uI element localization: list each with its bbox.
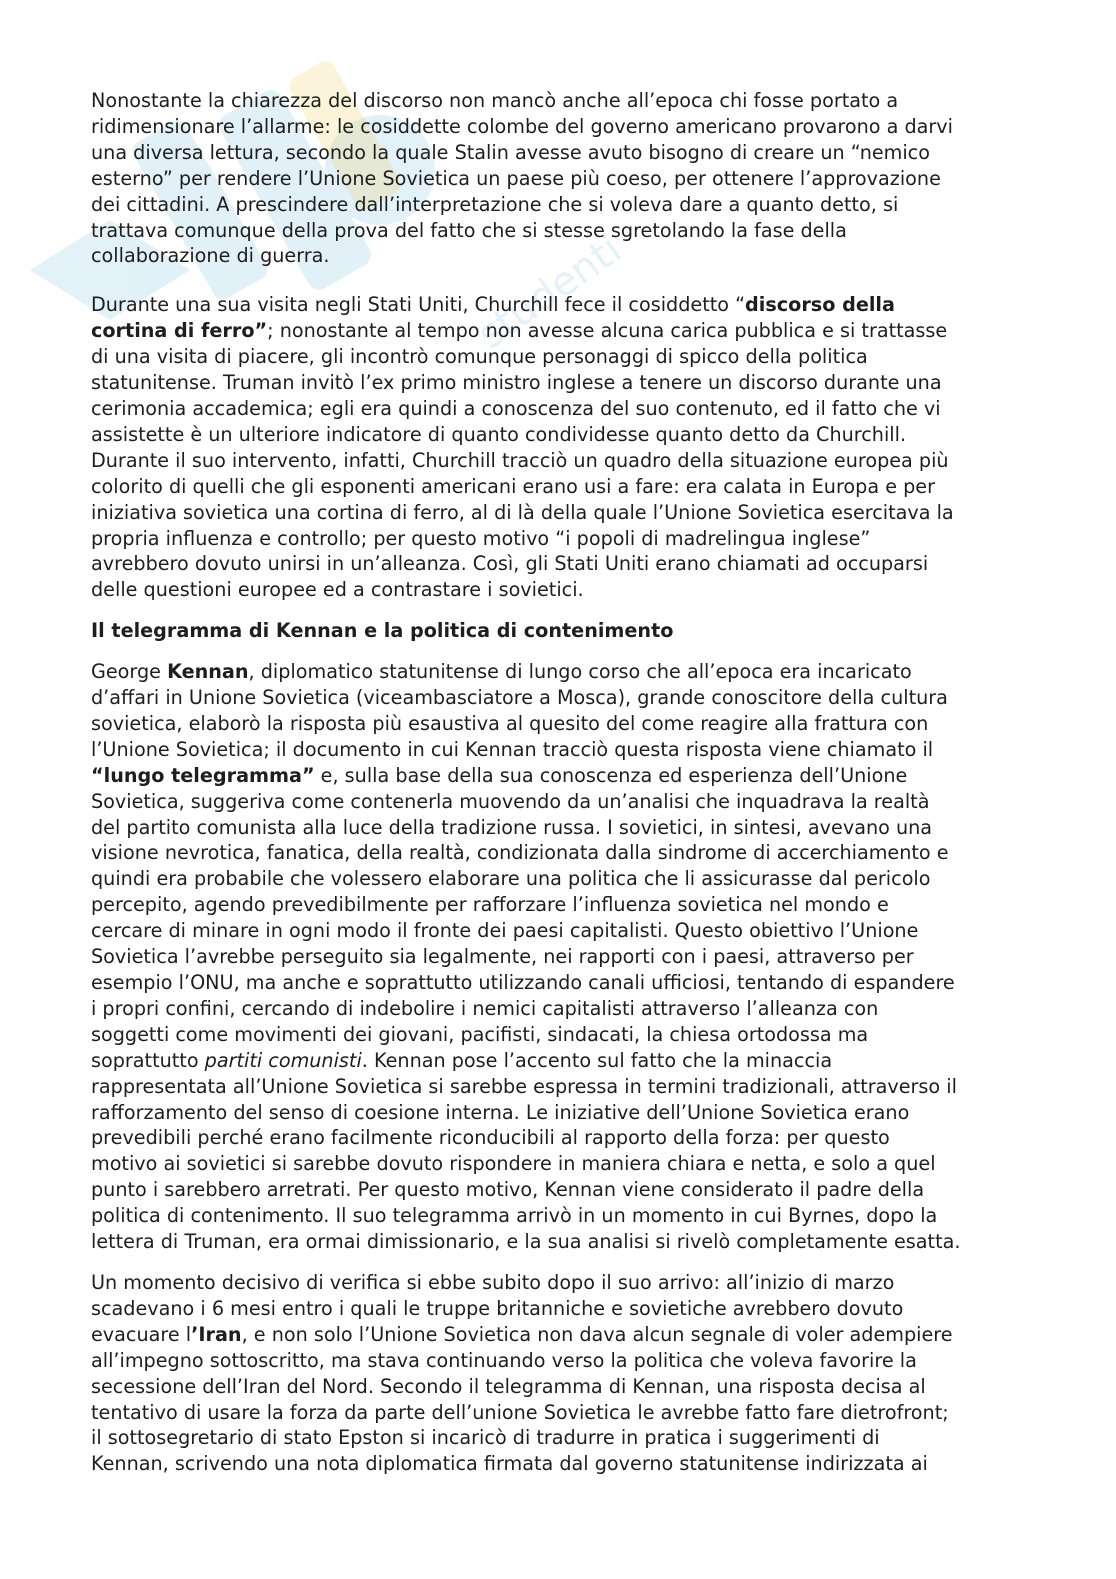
bold-term: “lungo telegramma” bbox=[91, 763, 315, 787]
text-line: , diplomatico statunitense di lungo corso che all’epoca era incaricato bbox=[248, 660, 912, 684]
text-line: percepito, agendo prevedibilmente per rafforzare l’influenza sovietica nel mondo e bbox=[91, 893, 889, 917]
text-line: il sottosegretario di stato Epston si incaricò di tradurre in pratica i suggerimenti di bbox=[91, 1426, 880, 1450]
text-line: statunitense. Truman invitò l’ex primo ministro inglese a tenere un discorso durante una bbox=[91, 371, 942, 395]
text-line: iniziativa sovietica una cortina di ferro, al di là della quale l’Unione Sovietica esercitava la bbox=[91, 500, 954, 524]
text-line: d’affari in Unione Sovietica (viceambasciatore a Mosca), grande conoscitore della cultura bbox=[91, 686, 948, 710]
text-line: Sovietica, suggeriva come contenerla muovendo da un’analisi che inquadrava la realtà bbox=[91, 789, 930, 813]
text-line: prevedibili perché erano facilmente riconducibili al rapporto della forza: per questo bbox=[91, 1126, 890, 1150]
bold-term: ’Iran bbox=[191, 1322, 242, 1346]
text-line: cerimonia accademica; egli era quindi a conoscenza del suo contenuto, ed il fatto che vi bbox=[91, 396, 941, 420]
text-line: esterno” per rendere l’Unione Sovietica un paese più coeso, per ottenere l’approvazione bbox=[91, 166, 941, 190]
text-line: ; nonostante al tempo non avesse alcuna carica pubblica e si trattasse bbox=[267, 319, 948, 343]
text-line: trattava comunque della prova del fatto che si stesse sgretolando la fase della bbox=[91, 218, 847, 242]
text-line: Sovietica l’avrebbe perseguito sia legalmente, nei rapporti con i paesi, attraverso per bbox=[91, 945, 914, 969]
paragraph-3 bbox=[91, 659, 1031, 1255]
text-line: evacuare l bbox=[91, 1322, 192, 1346]
text-line: punto i sarebbero arretrati. Per questo motivo, Kennan viene considerato il padre della bbox=[91, 1178, 925, 1202]
text-line: cercare di minare in ogni modo il fronte dei paesi capitalisti. Questo obiettivo l’Unione bbox=[91, 919, 919, 943]
text-line: avrebbero dovuto unirsi in un’alleanza. Così, gli Stati Uniti erano chiamati ad occuparsi bbox=[91, 552, 929, 576]
text-line: , e non solo l’Unione Sovietica non dava alcun segnale di voler adempiere bbox=[241, 1322, 953, 1346]
text-line: i propri confini, cercando di indebolire i nemici capitalisti attraverso l’alleanza con bbox=[91, 996, 879, 1020]
text-line: Durante il suo intervento, infatti, Churchill tracciò un quadro della situazione europea più bbox=[91, 448, 949, 472]
text-line: rafforzamento del senso di coesione interna. Le iniziative dell’Unione Sovietica erano bbox=[91, 1100, 910, 1124]
paragraph-1 bbox=[91, 88, 1031, 269]
text-line: quindi era probabile che volessero elaborare una politica che li assicurasse dal pericolo bbox=[91, 867, 931, 891]
text-line: e, sulla base della sua conoscenza ed esperienza dell’Unione bbox=[314, 763, 908, 787]
text-line: sovietica, elaborò la risposta più esaustiva al quesito del come reagire alla frattura con bbox=[91, 711, 929, 735]
text-line: ridimensionare l’allarme: le cosiddette colombe del governo americano provarono a darvi bbox=[91, 114, 953, 138]
paragraph-4 bbox=[91, 1270, 1031, 1477]
text-line: collaborazione di guerra. bbox=[91, 244, 330, 268]
section-heading: Il telegramma di Kennan e la politica di contenimento bbox=[91, 619, 674, 643]
bold-term: Kennan bbox=[167, 660, 249, 684]
text-line: George bbox=[91, 660, 168, 684]
text-line: esempio l’ONU, ma anche e soprattutto utilizzando canali ufficiosi, tentando di espandere bbox=[91, 971, 955, 994]
text-line: lettera di Truman, era ormai dimissionario, e la sua analisi si rivelò completamente esatta. bbox=[91, 1230, 961, 1254]
text-line: delle questioni europee ed a contrastare i sovietici. bbox=[91, 578, 584, 602]
text-line: Kennan, scrivendo una nota diplomatica firmata dal governo statunitense indirizzata ai bbox=[91, 1452, 928, 1476]
text-line: Un momento decisivo di verifica si ebbe subito dopo il suo arrivo: all’inizio di marzo bbox=[91, 1270, 895, 1294]
text-line: all’impegno sottoscritto, ma stava continuando verso la politica che voleva favorire la bbox=[91, 1348, 917, 1372]
text-line: scadevano i 6 mesi entro i quali le truppe britanniche e sovietiche avrebbero dovuto bbox=[91, 1296, 904, 1320]
bold-term: cortina di ferro” bbox=[91, 319, 268, 343]
text-line: soggetti come movimenti dei giovani, pacifisti, sindacati, la chiesa ortodossa ma bbox=[91, 1022, 869, 1046]
text-line: dei cittadini. A prescindere dall’interpretazione che si voleva dare a quanto detto, si bbox=[91, 192, 899, 216]
text-line: secessione dell’Iran del Nord. Secondo il telegramma di Kennan, una risposta decisa al bbox=[91, 1374, 926, 1398]
text-line: tentativo di usare la forza da parte dell’unione Sovietica le avrebbe fatto fare dietrofront; bbox=[91, 1400, 949, 1424]
italic-term: partiti comunisti bbox=[204, 1048, 362, 1072]
paragraph-2 bbox=[91, 292, 1031, 603]
text-line: assistette è un ulteriore indicatore di quanto condividesse quanto detto da Churchill. bbox=[91, 422, 907, 446]
text-line: motivo ai sovietici si sarebbe dovuto rispondere in maniera chiara e netta, e solo a quel bbox=[91, 1152, 936, 1176]
text-line: visione nevrotica, fanatica, della realtà, condizionata dalla sindrome di accerchiamento e bbox=[91, 841, 949, 865]
bold-term: discorso della bbox=[745, 293, 895, 317]
text-line: di una visita di piacere, gli incontrò comunque personaggi di spicco della politica bbox=[91, 345, 868, 369]
text-line: Durante una sua visita negli Stati Uniti, Churchill fece il cosiddetto “ bbox=[91, 293, 746, 317]
text-line: l’Unione Sovietica; il documento in cui Kennan tracciò questa risposta viene chiamato il bbox=[91, 737, 934, 761]
text-line: una diversa lettura, secondo la quale Stalin avesse avuto bisogno di creare un “nemico bbox=[91, 140, 930, 164]
text-line: colorito di quelli che gli esponenti americani erano usi a fare: era calata in Europa e per bbox=[91, 474, 935, 498]
document-page bbox=[91, 88, 1031, 1477]
watermark-text: studenti bbox=[469, 226, 631, 359]
text-line: propria influenza e controllo; per questo motivo “i popoli di madrelingua inglese” bbox=[91, 526, 871, 550]
text-line: del partito comunista alla luce della tradizione russa. I sovietici, in sintesi, avevano una bbox=[91, 815, 933, 839]
text-line: soprattutto bbox=[91, 1048, 205, 1072]
text-line: Nonostante la chiarezza del discorso non mancò anche all’epoca chi fosse portato a bbox=[91, 89, 899, 112]
text-line: . Kennan pose l’accento sul fatto che la minaccia bbox=[361, 1048, 833, 1072]
text-line: politica di contenimento. Il suo telegramma arrivò in un momento in cui Byrnes, dopo la bbox=[91, 1204, 938, 1228]
text-line: rappresentata all’Unione Sovietica si sarebbe espressa in termini tradizionali, attraverso il bbox=[91, 1074, 957, 1098]
